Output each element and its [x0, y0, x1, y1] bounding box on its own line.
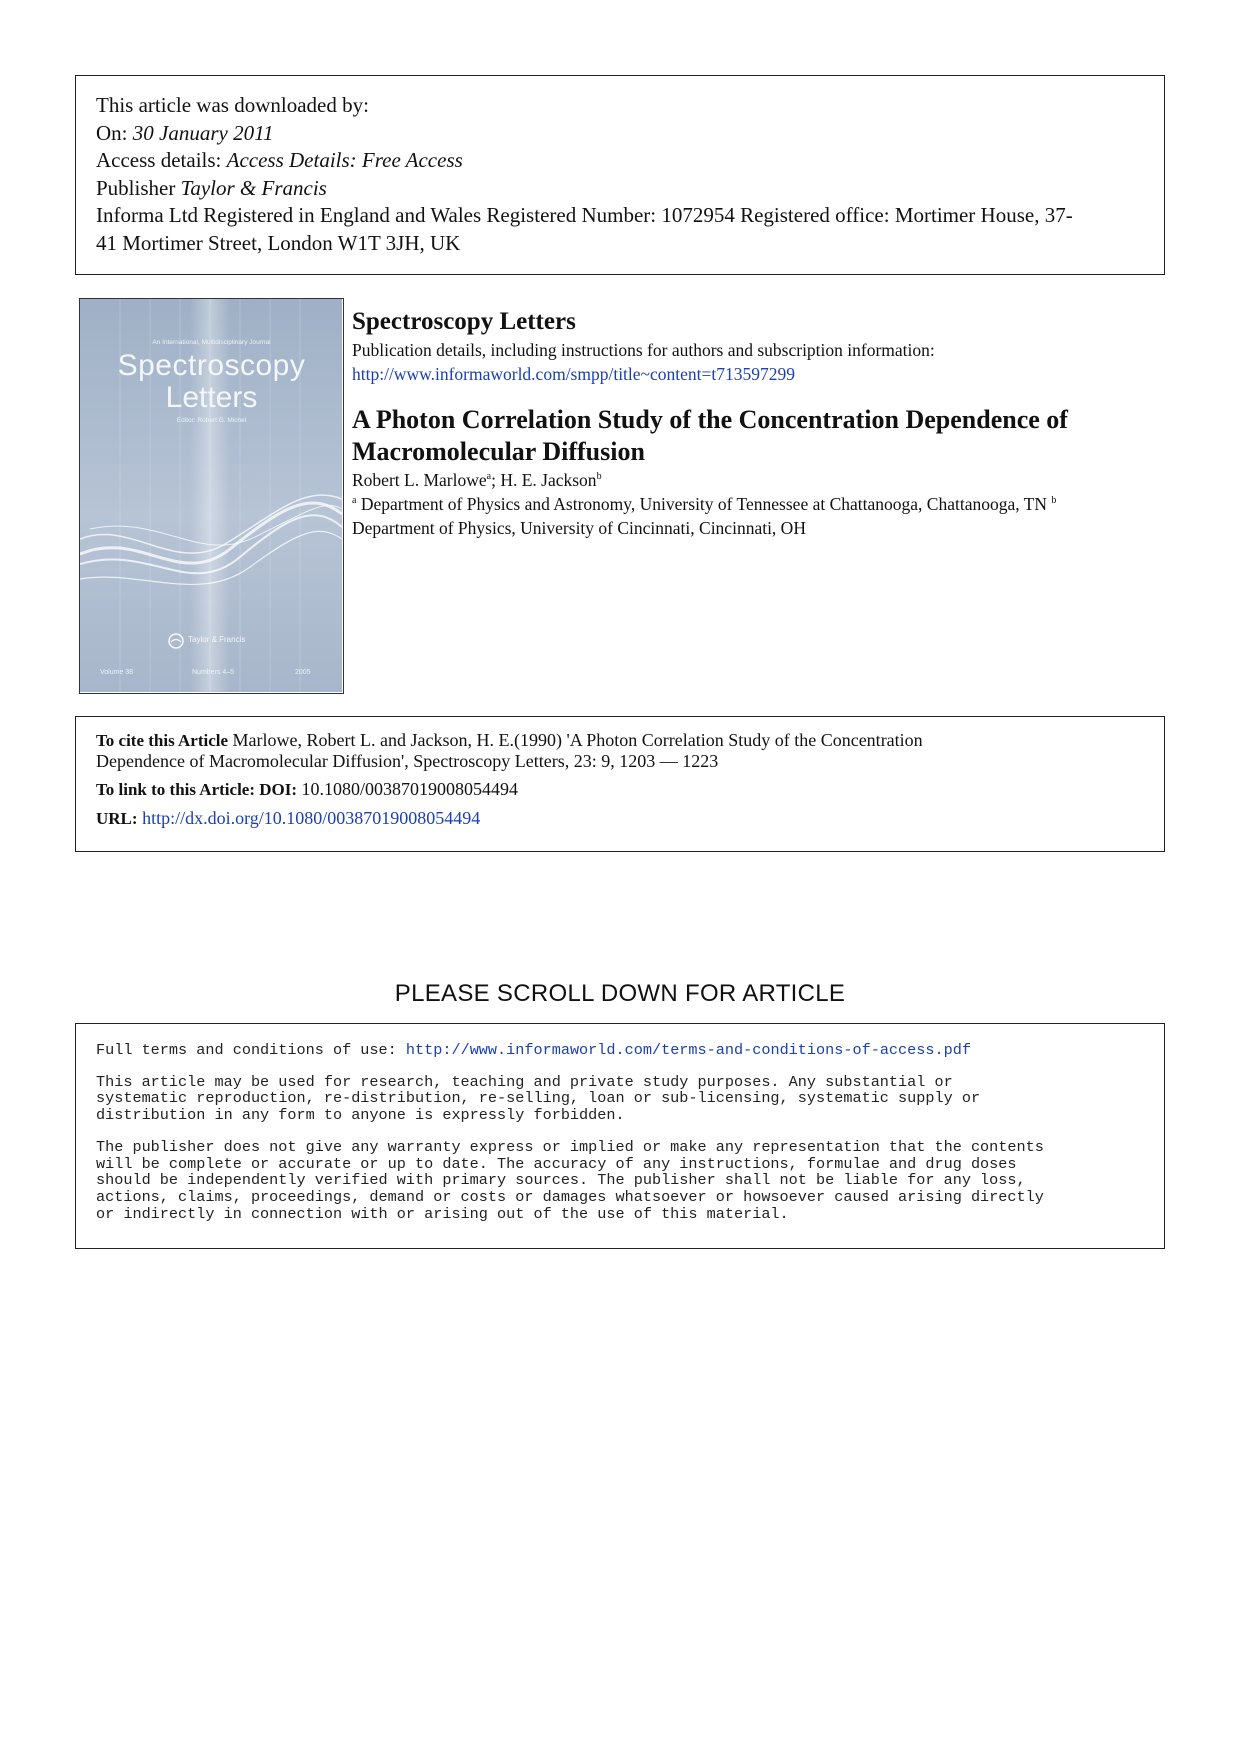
cover-year: 2005 — [295, 669, 311, 676]
cite-doi — [96, 779, 1144, 800]
registered-info-2: 41 Mortimer Street, London W1T 3JH, UK — [96, 230, 461, 255]
author-1-sup: a — [486, 471, 492, 483]
affiliation-a — [352, 492, 1162, 516]
terms-line — [96, 1042, 1144, 1059]
publisher-value: Taylor & Francis — [180, 175, 327, 200]
download-date-line — [96, 120, 1144, 148]
article-title — [352, 404, 1162, 468]
author-1: Robert L. Marlowe — [352, 470, 487, 490]
cover-editor: Editor: Robert G. Michel — [176, 417, 247, 424]
author-separator: ; — [491, 470, 501, 490]
author-2: H. E. Jackson — [500, 470, 597, 490]
article-title-line-1: A Photon Correlation Study of the Concentration Dependence of — [352, 405, 1068, 434]
cite-text-1: Marlowe, Robert L. and Jackson, H. E.(1990) 'A Photon Correlation Study of the Concentration — [228, 730, 923, 750]
on-label: On: — [96, 120, 133, 145]
download-line: This article was downloaded by: — [96, 93, 369, 117]
registered-info-1: Informa Ltd Registered in England and Wales Registered Number: 1072954 Registered office: Mortimer House, 37- — [96, 203, 1073, 227]
doi-url-link[interactable]: http://dx.doi.org/10.1080/00387019008054494 — [142, 808, 481, 828]
on-value: 30 January 2011 — [132, 120, 274, 145]
doi-label: To link to this Article: DOI: — [96, 780, 298, 799]
affil-b-sup: b — [1051, 495, 1057, 507]
cite-text-2: Dependence of Macromolecular Diffusion', Spectroscopy Letters, 23: 9, 1203 — 1223 — [96, 751, 719, 771]
access-label: Access details: — [96, 148, 227, 172]
terms-box — [75, 1023, 1165, 1249]
scroll-down-message: PLEASE SCROLL DOWN FOR ARTICLE — [394, 980, 846, 1007]
publication-details: Publication details, including instructions for authors and subscription information: — [352, 340, 935, 360]
journal-cover-image — [79, 298, 344, 694]
cover-publisher: Taylor & Francis — [188, 635, 246, 644]
cover-title-2: Letters — [165, 381, 258, 414]
terms-label: Full terms and conditions of use: — [96, 1041, 406, 1059]
publisher-label: Publisher — [96, 175, 181, 200]
journal-title: Spectroscopy Letters — [352, 308, 576, 335]
cover-numbers: Numbers 4–5 — [192, 669, 235, 676]
access-details-line — [96, 147, 1144, 175]
citation-box — [75, 716, 1165, 852]
journal-info — [352, 306, 1162, 540]
publisher-line — [96, 175, 1144, 203]
download-info-box — [75, 75, 1165, 275]
affil-a-text: Department of Physics and Astronomy, University of Tennessee at Chattanooga, Chattanooga, TN — [356, 494, 1052, 514]
terms-paragraph-1: This article may be used for research, teaching and private study purposes. Any substantial or systematic reproduction, re-distribution, re-selling, loan or sub-licensing, systematic supply or distribution in any form to anyone is expressly forbidden. — [96, 1072, 981, 1125]
doi-value: 10.1080/00387019008054494 — [297, 779, 519, 799]
terms-paragraph-2: The publisher does not give any warranty express or implied or make any representation that the contents will be complete or accurate or up to date. The accuracy of any instructions, formulae and drug doses should be independently verified with primary sources. The publisher shall not be liable for any loss, actions, claims, proceedings, demand or costs or damages whatsoever or howsoever caused arising directly or indirectly in connection with or arising out of the use of this material. — [96, 1137, 1044, 1223]
cover-title-1: Spectroscopy — [117, 349, 306, 382]
cover-volume: Volume 38 — [100, 669, 134, 676]
authors-line — [352, 468, 1162, 492]
cite-article — [96, 730, 1144, 771]
cite-url — [96, 808, 1144, 829]
affiliation-b: Department of Physics, University of Cincinnati, Cincinnati, OH — [352, 518, 806, 538]
url-label: URL: — [96, 809, 138, 828]
journal-url-link[interactable]: http://www.informaworld.com/smpp/title~content=t713597299 — [352, 364, 796, 384]
terms-url-link[interactable]: http://www.informaworld.com/terms-and-conditions-of-access.pdf — [405, 1041, 971, 1059]
author-2-sup: b — [596, 471, 602, 483]
affil-a-sup: a — [352, 495, 357, 507]
access-value: Access Details: Free Access — [226, 148, 463, 172]
article-title-line-2: Macromolecular Diffusion — [352, 437, 645, 466]
cite-label: To cite this Article — [96, 731, 229, 750]
cover-tagline: An International, Multidisciplinary Journal — [152, 339, 271, 346]
